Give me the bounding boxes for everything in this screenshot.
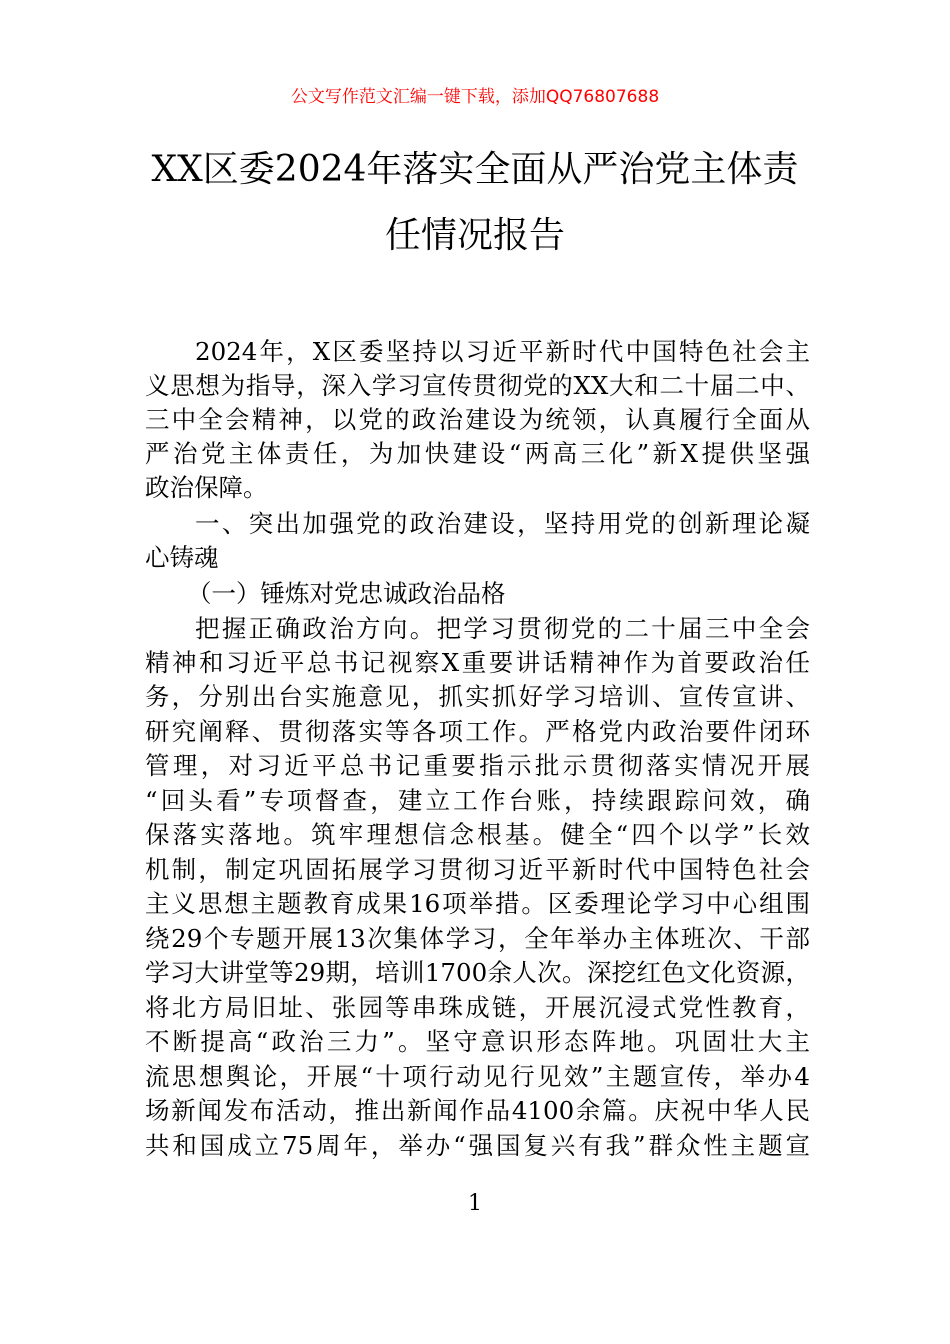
subsection-heading: （一）锤炼对党忠诚政治品格 xyxy=(187,579,506,608)
section-heading-line: 心铸魂 xyxy=(145,543,219,572)
paragraph-line: 机制，制定巩固拓展学习贯彻习近平新时代中国特色社会 xyxy=(145,855,810,884)
paragraph-line: 政治保障。 xyxy=(145,473,268,502)
document-title-line-2: 任情况报告 xyxy=(384,215,565,256)
paragraph-line: 务，分别出台实施意见，抓实抓好学习培训、宣传宣讲、 xyxy=(145,682,810,711)
paragraph-line: 研究阐释、贯彻落实等各项工作。严格党内政治要件闭环 xyxy=(145,717,810,746)
paragraph-line: 三中全会精神，以党的政治建设为统领，认真履行全面从 xyxy=(145,405,810,434)
paragraph-line: 主义思想主题教育成果16项举措。区委理论学习中心组围 xyxy=(145,889,810,918)
paragraph-line: 2024年，X区委坚持以习近平新时代中国特色社会主 xyxy=(195,337,810,366)
paragraph-line: 不断提高“政治三力”。坚守意识形态阵地。巩固壮大主 xyxy=(145,1027,810,1056)
page-number: 1 xyxy=(468,1191,482,1216)
paragraph-line: 将北方局旧址、张园等串珠成链，开展沉浸式党性教育， xyxy=(145,993,810,1022)
paragraph-line: 共和国成立75周年，举办“强国复兴有我”群众性主题宣 xyxy=(145,1131,810,1160)
paragraph-line: 保落实落地。筑牢理想信念根基。健全“四个以学”长效 xyxy=(145,820,810,849)
paragraph-line: 把握正确政治方向。把学习贯彻党的二十届三中全会 xyxy=(195,614,810,643)
paragraph-line: 严治党主体责任，为加快建设“两高三化”新X提供坚强 xyxy=(145,439,810,468)
paragraph-line: 场新闻发布活动，推出新闻作品4100余篇。庆祝中华人民 xyxy=(145,1096,810,1125)
download-note[interactable]: 公文写作范文汇编一键下载，添加QQ76807688 xyxy=(290,87,660,107)
section-heading-line: 一、突出加强党的政治建设，坚持用党的创新理论凝 xyxy=(195,509,810,538)
paragraph-line: 流思想舆论，开展“十项行动见行见效”主题宣传，举办4 xyxy=(145,1062,810,1091)
paragraph-line: 管理，对习近平总书记重要指示批示贯彻落实情况开展 xyxy=(145,751,810,780)
paragraph-line: 学习大讲堂等29期，培训1700余人次。深挖红色文化资源， xyxy=(145,958,810,987)
paragraph-line: 精神和习近平总书记视察X重要讲话精神作为首要政治任 xyxy=(145,648,810,677)
paragraph-line: “回头看”专项督查，建立工作台账，持续跟踪问效，确 xyxy=(145,786,810,815)
paragraph-line: 绕29个专题开展13次集体学习，全年举办主体班次、干部 xyxy=(145,924,810,953)
paragraph-line: 义思想为指导，深入学习宣传贯彻党的XX大和二十届二中、 xyxy=(145,371,810,400)
document-title-line-1: XX区委2024年落实全面从严治党主体责 xyxy=(151,149,799,190)
